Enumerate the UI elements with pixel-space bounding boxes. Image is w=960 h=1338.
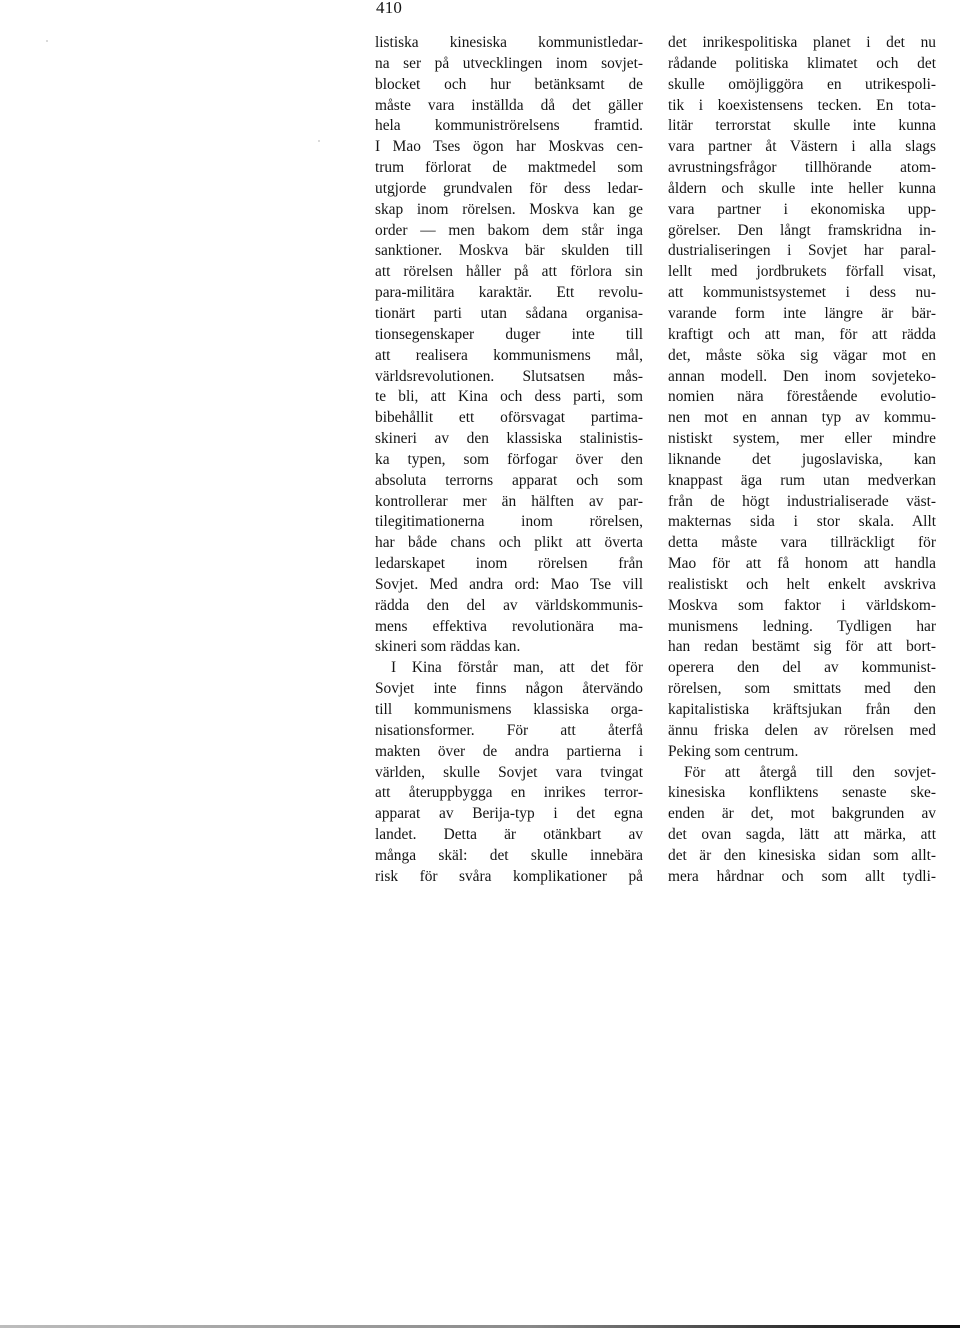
text-line: te bli, att Kina och dess parti, som bbox=[375, 388, 643, 406]
right-text-column bbox=[668, 33, 936, 888]
text-line: operera den del av kommunist- bbox=[668, 659, 936, 677]
text-line: till kommunismens klassiska orga- bbox=[375, 701, 643, 718]
scan-speck bbox=[318, 140, 320, 142]
text-line: att kommunistsystemet i dess nu- bbox=[668, 284, 936, 302]
text-line: För att återgå till den sovjet- bbox=[684, 763, 936, 781]
text-line: munismens ledning. Tydligen har bbox=[668, 617, 936, 635]
text-line: hela kommuniströrelsens framtid. bbox=[375, 117, 643, 135]
text-line: utgjorde grundvalen för dess ledar- bbox=[375, 179, 643, 197]
text-line: listiska kinesiska kommunistledar- bbox=[375, 34, 643, 51]
text-line: världen, skulle Sovjet vara tvingat bbox=[375, 763, 643, 781]
text-line: från de högt industrialiserade väst- bbox=[668, 492, 936, 510]
text-line: det inrikespolitiska planet i det nu bbox=[668, 34, 936, 51]
text-line: tilegitimationerna inom rörelsen, bbox=[375, 513, 643, 531]
text-line: dustrialiseringen i Sovjet har paral- bbox=[668, 242, 936, 260]
text-line: enden är det, mot bakgrunden av bbox=[668, 805, 936, 823]
text-line: order — men bakom dem står inga bbox=[375, 221, 643, 239]
text-line: tionärt parti utan sådana organisa- bbox=[375, 304, 643, 322]
text-line: makternas sida i stor skala. Allt bbox=[668, 513, 936, 531]
text-line: landet. Detta är otänkbart av bbox=[375, 826, 643, 844]
page-number: 410 bbox=[376, 0, 403, 17]
text-line: I Mao Tses ögon har Moskvas cen- bbox=[375, 138, 643, 156]
text-line: para-militära karaktär. Ett revolu- bbox=[375, 284, 643, 302]
text-line: det ovan sagda, lätt att märka, att bbox=[668, 826, 936, 844]
scan-speck bbox=[46, 40, 48, 42]
text-line: många skäl: det skulle innebära bbox=[375, 846, 643, 864]
text-line: nisationsformer. För att återfå bbox=[375, 721, 643, 739]
text-line: tionsegenskaper duger inte till bbox=[375, 325, 643, 343]
text-line: I Kina förstår man, att det för bbox=[391, 659, 643, 677]
text-line: han redan bestämt sig för att bort- bbox=[668, 638, 936, 656]
text-line: avrustningsfrågor tillhörande atom- bbox=[668, 159, 936, 177]
text-line: görelser. Den långt framskridna in- bbox=[668, 221, 936, 239]
text-line: varande form inte längre är bär- bbox=[668, 304, 936, 322]
text-line: rörelsen, som smittats med den bbox=[668, 680, 936, 698]
text-line: det, måste söka sig vägar mot en bbox=[668, 346, 936, 364]
text-line: att rörelsen håller på att förlora sin bbox=[375, 263, 643, 281]
text-line: skineri av den klassiska stalinistis- bbox=[375, 430, 643, 448]
text-line: bibehållit ett oförsvagat partima- bbox=[375, 409, 643, 427]
text-line: risk för svåra komplikationer på bbox=[375, 867, 643, 885]
text-line: vara partner i ekonomiska upp- bbox=[668, 200, 936, 218]
text-line: na ser på utvecklingen inom sovjet- bbox=[375, 54, 643, 72]
text-line: trum förlorat de maktmedel som bbox=[375, 159, 643, 177]
left-text-column bbox=[375, 33, 643, 888]
text-line: ka typen, som förfogar över den bbox=[375, 450, 643, 468]
text-line: ännu friska delen av rörelsen med bbox=[668, 721, 936, 739]
text-line: detta måste vara tillräckligt för bbox=[668, 534, 936, 552]
text-line: nistiskt system, mer eller mindre bbox=[668, 430, 936, 448]
text-line: annan modell. Den inom sovjeteko- bbox=[668, 367, 936, 385]
text-line: liknande det jugoslaviska, kan bbox=[668, 450, 936, 468]
text-line: nen mot en annan typ av kommu- bbox=[668, 409, 936, 427]
text-line: vara partner åt Västern i alla slags bbox=[668, 138, 936, 156]
text-line: Sovjet. Med andra ord: Mao Tse vill bbox=[375, 575, 643, 593]
text-line: kapitalistiska kräftsjukan från den bbox=[668, 701, 936, 718]
text-line: blocket och hur betänksamt de bbox=[375, 75, 643, 93]
text-line: ledarskapet inom rörelsen från bbox=[375, 555, 643, 573]
text-line: knappast äga rum utan medverkan bbox=[668, 471, 936, 489]
text-line: mens effektiva revolutionära ma- bbox=[375, 617, 643, 635]
text-line: sanktioner. Moskva bär skulden till bbox=[375, 242, 643, 260]
text-line: rådande politiska klimatet och det bbox=[668, 54, 936, 72]
text-line: kraftigt och att man, för att rädda bbox=[668, 325, 936, 343]
text-line: lellt med jordbrukets förfall visat, bbox=[668, 263, 936, 281]
text-line: det är den kinesiska sidan som allt- bbox=[668, 846, 936, 864]
text-line: att realisera kommunismens mål, bbox=[375, 346, 643, 364]
text-line: nomien nära förestående evolutio- bbox=[668, 388, 936, 406]
text-line: har både chans och plikt att överta bbox=[375, 534, 643, 552]
text-line: Moskva som faktor i världskom- bbox=[668, 596, 936, 614]
text-line: världsrevolutionen. Slutsatsen mås- bbox=[375, 367, 643, 385]
text-line: apparat av Berija-typ i det egna bbox=[375, 805, 643, 823]
text-line: mera hårdnar och som allt tydli- bbox=[668, 867, 936, 885]
text-line: åldern och skulle inte heller kunna bbox=[668, 179, 936, 197]
text-line: Sovjet inte finns någon återvändo bbox=[375, 680, 643, 698]
text-line: rädda den del av världskommunis- bbox=[375, 596, 643, 614]
text-line: skineri som räddas kan. bbox=[375, 638, 521, 656]
scan-edge-shadow bbox=[0, 1325, 960, 1328]
text-line: realistiskt och helt enkelt avskriva bbox=[668, 575, 936, 593]
text-line: absoluta terrorns apparat och som bbox=[375, 471, 643, 489]
text-line: Peking som centrum. bbox=[668, 742, 799, 760]
text-line: Mao för att få honom att handla bbox=[668, 555, 936, 573]
text-line: kontrollerar mer än hälften av par- bbox=[375, 492, 643, 510]
text-line: att återuppbygga en inrikes terror- bbox=[375, 784, 643, 802]
text-line: litär terrorstat skulle inte kunna bbox=[668, 117, 936, 135]
text-line: kinesiska konfliktens senaste ske- bbox=[668, 784, 936, 802]
text-line: skulle omöjliggöra en utrikespoli- bbox=[668, 75, 936, 93]
text-line: skap inom rörelsen. Moskva kan ge bbox=[375, 200, 643, 218]
text-line: makten över de andra partierna i bbox=[375, 742, 643, 760]
text-line: måste vara inställda då det gäller bbox=[375, 96, 643, 114]
text-line: tik i koexistensens tecken. En tota- bbox=[668, 96, 936, 114]
